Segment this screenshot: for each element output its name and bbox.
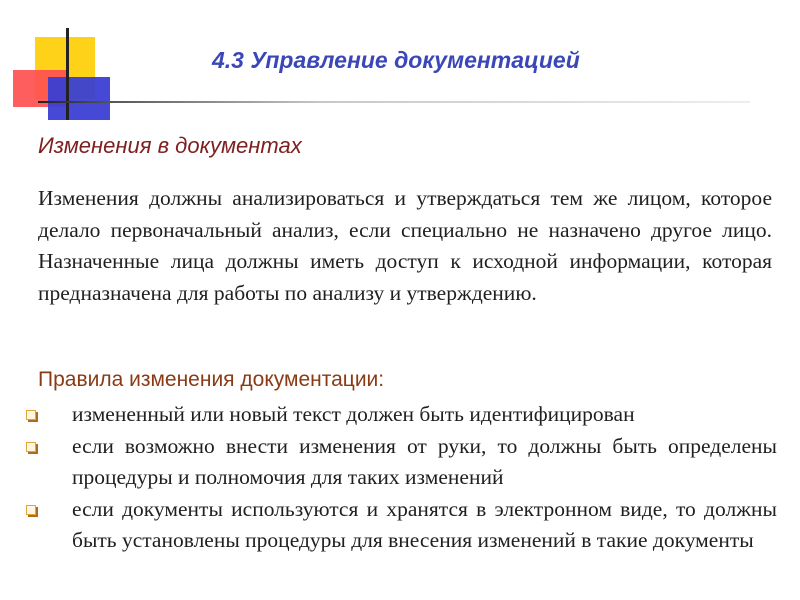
square-bullet-icon (26, 505, 36, 515)
logo-vertical-line (66, 28, 69, 120)
square-bullet-icon (26, 410, 36, 420)
rule-text: если документы используются и хранятся в электронном виде, то должны быть установлены процедуры для внесения изменений в такие документы (72, 496, 777, 552)
logo-blue-square (48, 77, 110, 120)
rules-heading: Правила изменения документации: (38, 368, 385, 391)
rules-list (26, 399, 777, 557)
body-paragraph: Изменения должны анализироваться и утверждаться тем же лицом, которое делало первоначальный анализ, если специально не назначено другое лицо. Назначенные лица должны иметь доступ к исходной информации, которая предназначена для работы по анализу и утверждению. (38, 186, 772, 305)
title-underline (38, 101, 750, 103)
rule-item (26, 431, 777, 494)
slide-title: 4.3 Управление документацией (212, 47, 580, 73)
rule-text: если возможно внести изменения от руки, то должны быть определены процедуры и полномочия для таких изменений (72, 433, 777, 489)
section-heading: Изменения в документах (38, 133, 302, 158)
rule-text: измененный или новый текст должен быть идентифицирован (72, 402, 635, 426)
rule-item (26, 494, 777, 557)
rule-item (26, 399, 777, 431)
square-bullet-icon (26, 442, 36, 452)
